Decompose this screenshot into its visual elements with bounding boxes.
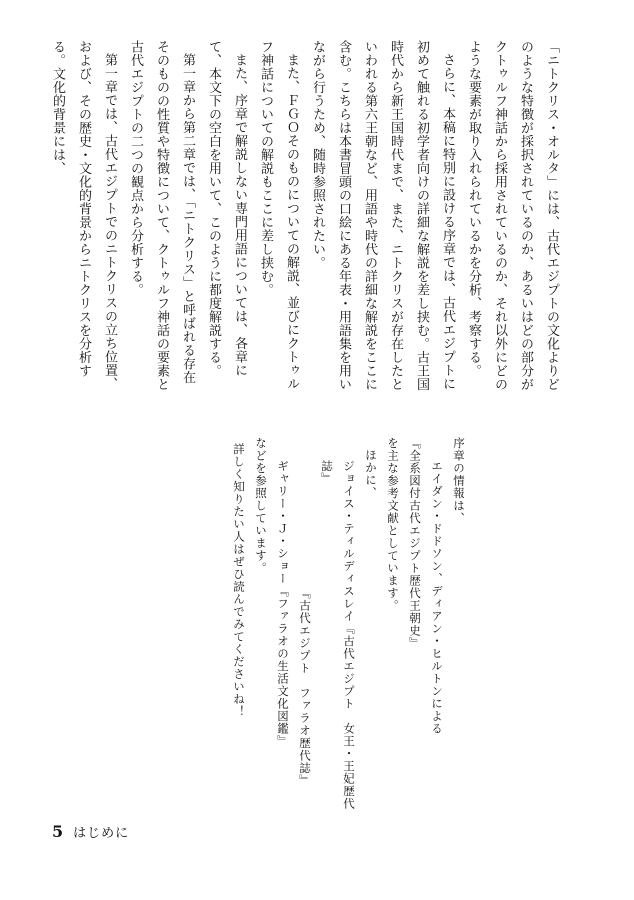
body-paragraph: また、ＦＧＯそのものについての解説、並びにクトゥルフ神話についての解説もここに差し挟む。 bbox=[258, 40, 299, 391]
note-line: ほかに、 bbox=[364, 448, 378, 499]
margin-note bbox=[150, 437, 470, 817]
note-line: 序章の情報は、 bbox=[452, 437, 466, 525]
body-paragraph: 第一章から第二章では、「ニトクリス」と呼ばれる存在そのものの性質や特徴について、クトゥルフ神話の要素と古代エジプトの二つの観点から分析する。 bbox=[128, 40, 195, 391]
body-paragraph: 「ニトクリス・オルタ」には、古代エジプトの文化よりどのような特徴が採択されているのか、あるいはどの部分がクトゥルフ神話から採用されているのか、それ以外にどのような要素が取り入れられているかを分析、考察する。 bbox=[466, 40, 559, 391]
note-line: などを参照しています。 bbox=[254, 437, 268, 575]
note-line: 『古代エジプト ファラオ歴代誌』 bbox=[298, 586, 312, 787]
body-paragraph: さらに、本稿に特別に設ける序章では、古代エジプトに初めて触れる初学者向けの詳細な解説を差し挟む。古王国時代から新王国時代まで、また、ニトクリスが存在したといわれる第六王朝など、用語や時代の詳細な解説をここに含む。こちらは本書冒頭の口絵にある年表・用語集を用いながら行うため、随時参照されたい。 bbox=[310, 40, 455, 391]
page-number: 5 bbox=[52, 822, 64, 841]
note-line: ジョイス・ティルディスレイ『古代エジプト 女王・王妃歴代誌』 bbox=[320, 460, 356, 810]
note-line: ギャリー・Ｊ・ショー『ファラオの生活文化図鑑』 bbox=[276, 460, 290, 748]
page-footer bbox=[52, 822, 129, 844]
main-body-text bbox=[50, 40, 564, 392]
note-line: を主な参考文献としています。 bbox=[386, 437, 400, 612]
section-title: はじめに bbox=[73, 826, 130, 841]
body-paragraph: また、序章で解説しない専門用語については、各章にて、本文下の空白を用いて、このように都度解説する。 bbox=[206, 40, 247, 378]
note-line: 詳しく知りたい人はぜひ読んでみてくださいね！ bbox=[232, 442, 246, 718]
note-line: エイダン・ドドソン、ディアン・ヒルトンによる bbox=[430, 460, 444, 735]
note-line: 『全系図付古代エジプト歴代王朝史』 bbox=[408, 437, 422, 650]
body-paragraph: 第一章では、古代エジプトでのニトクリスの立ち位置、および、その歴史・文化的背景からニトクリスを分析する。文化的背景には、 bbox=[50, 40, 117, 391]
